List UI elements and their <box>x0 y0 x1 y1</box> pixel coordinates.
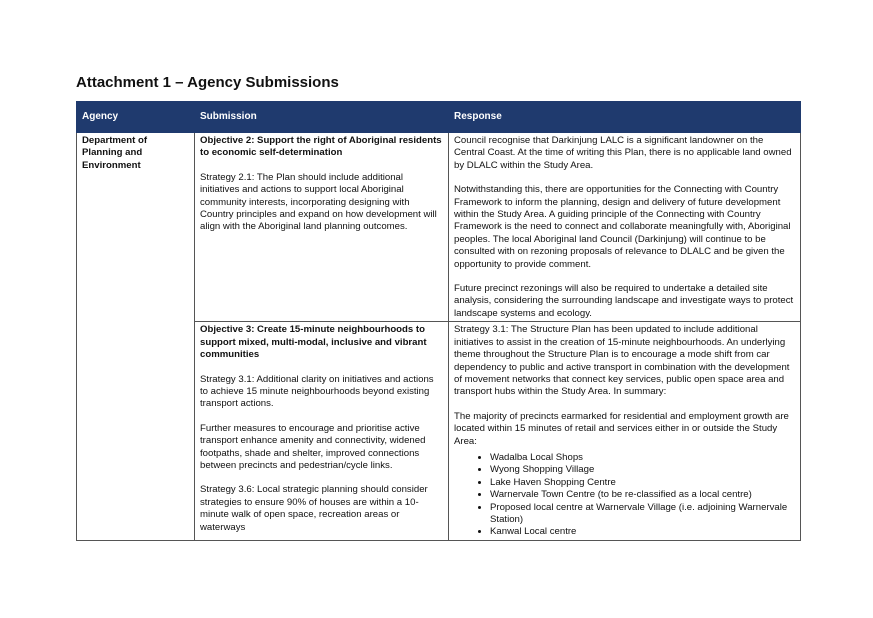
strategy-text: Strategy 2.1: The Plan should include additional initiatives and actions to support local Aboriginal community interests, incorporating designing with Country principles and expand on how development will align with the Aboriginal land planning outcomes. <box>200 171 437 233</box>
table-row <box>77 133 801 322</box>
list-item: • Proposed local centre at Warnervale Village (i.e. adjoining Warnervale Station) <box>490 502 795 527</box>
centres-list <box>454 452 795 539</box>
header-agency: Agency <box>77 102 195 133</box>
header-submission: Submission <box>195 102 449 133</box>
agency-submissions-table <box>76 101 801 541</box>
response-paragraph: Council recognise that Darkinjung LALC is a significant landowner on the Central Coast. At the time of writing this Plan, there is no applicable land owned by DLALC within the Study Area. <box>454 135 792 171</box>
response-paragraph: Notwithstanding this, there are opportunities for the Connecting with Country Framework to inform the planning, design and delivery of future development within the Study Area. A guiding principle of the Connecting with Country Framework is the need to connect and collaborate meaningfully with, Aboriginal peoples. The local Aboriginal land Council (Darkinjung) will continue to be consulted with on rezoning proposals of relevance to DLALC and be given the opportunity to provide comment. <box>454 184 791 270</box>
list-item: • Wyong Shopping Village <box>490 464 795 476</box>
strategy-text: Further measures to encourage and prioritise active transport enhance amenity and connectivity, widened footpaths, shade and shelter, improved connections between precincts and pedestrian/cycle links. <box>200 422 426 471</box>
objective-heading: Objective 3: Create 15-minute neighbourhoods to support mixed, multi-modal, inclusive and vibrant communities <box>200 324 427 361</box>
list-item: • Warnervale Town Centre (to be re-classified as a local centre) <box>490 489 795 501</box>
submission-cell <box>195 322 449 541</box>
header-response: Response <box>449 102 801 133</box>
strategy-text: Strategy 3.1: Additional clarity on initiatives and actions to achieve 15 minute neighbourhoods beyond existing transport actions. <box>200 373 434 410</box>
table-header-row <box>77 102 801 133</box>
agency-cell: Department of Planning and Environment <box>77 133 195 541</box>
response-cell <box>449 133 801 322</box>
submission-cell <box>195 133 449 322</box>
strategy-text: Strategy 3.6: Local strategic planning should consider strategies to ensure 90% of houses are within a 10-minute walk of open space, recreation areas or waterways <box>200 484 428 533</box>
response-paragraph: Strategy 3.1: The Structure Plan has been updated to include additional initiatives to assist in the creation of 15-minute neighbourhoods. An underlying theme throughout the Structure Plan is to encourage a mode shift from car dependency to public and active transport in combination with the development of movement networks that connect key services, public open space area and transport hubs within the Study Area. In summary: <box>454 324 790 398</box>
objective-heading: Objective 2: Support the right of Aboriginal residents to economic self-determination <box>200 135 442 159</box>
list-item: • Wadalba Local Shops <box>490 452 795 464</box>
page-title: Attachment 1 – Agency Submissions <box>76 74 339 91</box>
response-cell <box>449 322 801 541</box>
response-paragraph: Future precinct rezonings will also be required to undertake a detailed site analysis, considering the surrounding landscape and investigate ways to protect landscape systems and ecology. <box>454 283 794 319</box>
list-item: • Lake Haven Shopping Centre <box>490 477 795 489</box>
list-item: • Kanwal Local centre <box>490 526 795 538</box>
response-paragraph: The majority of precincts earmarked for residential and employment growth are located within 15 minutes of retail and services either in or outside the Study Area: <box>454 410 789 447</box>
